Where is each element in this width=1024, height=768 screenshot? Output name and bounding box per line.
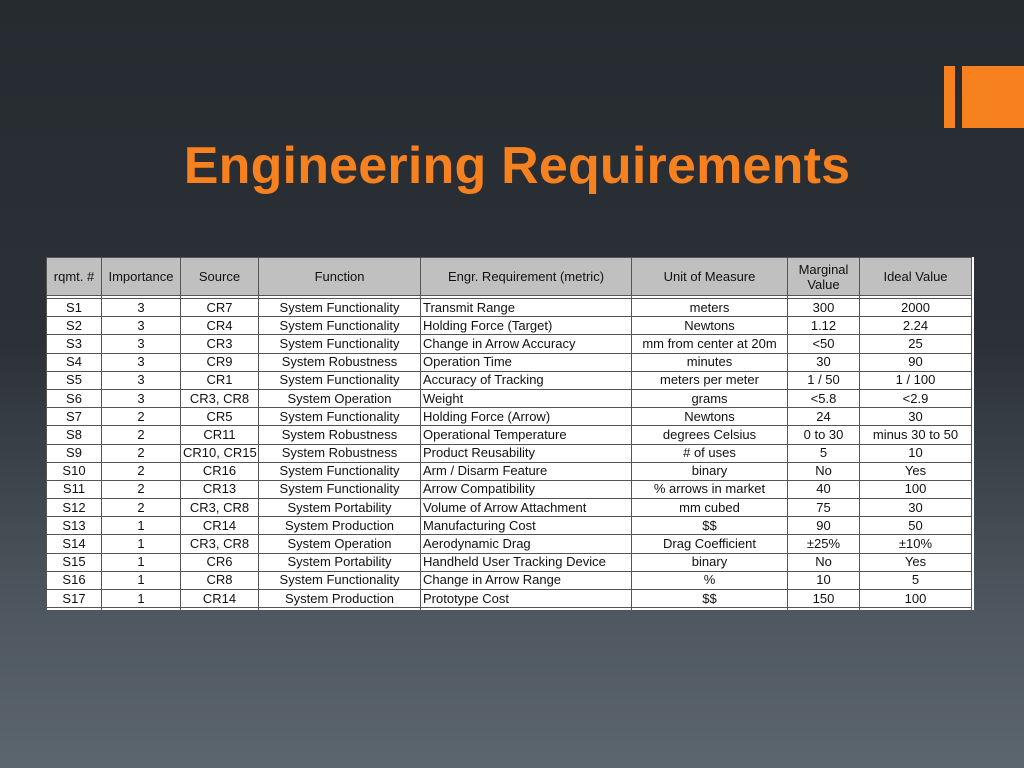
cell-function: System Functionality [259,299,421,317]
cell-marginal: 150 [788,590,860,608]
cell-function: System Portability [259,499,421,517]
cell-ideal: 1 / 100 [860,371,972,389]
cell-marginal: 0 to 30 [788,426,860,444]
cell-rqmt: S9 [47,444,102,462]
table-row [47,535,972,553]
table-row [47,553,972,571]
header-engr-requirement: Engr. Requirement (metric) [421,258,632,296]
cell-rqmt: S6 [47,389,102,407]
cell-importance: 3 [102,335,181,353]
cell-unit: binary [632,462,788,480]
cell-rqmt: S14 [47,535,102,553]
cell-ideal: 30 [860,408,972,426]
cell-source: CR11 [181,426,259,444]
accent-bar-thin [944,66,955,128]
cell-rqmt: S7 [47,408,102,426]
cell-function: System Functionality [259,408,421,426]
cell-importance: 3 [102,353,181,371]
cell-source: CR4 [181,317,259,335]
cell-engr-requirement: Manufacturing Cost [421,517,632,535]
cell-unit: binary [632,553,788,571]
table-row [47,317,972,335]
table-row [47,590,972,608]
header-marginal-value: Marginal Value [788,258,860,296]
cell-rqmt: S13 [47,517,102,535]
cell-unit: Newtons [632,408,788,426]
header-ideal-value: Ideal Value [860,258,972,296]
cell-unit: Newtons [632,317,788,335]
cell-engr-requirement: Operational Temperature [421,426,632,444]
cell-ideal: 50 [860,517,972,535]
table-row [47,389,972,407]
cell-function: System Functionality [259,371,421,389]
cell-importance: 3 [102,299,181,317]
cell-ideal: 25 [860,335,972,353]
cell-source: CR3, CR8 [181,499,259,517]
cell-marginal: 300 [788,299,860,317]
cell-engr-requirement: Holding Force (Arrow) [421,408,632,426]
cell-unit: $$ [632,517,788,535]
cell-unit: mm cubed [632,499,788,517]
cell-rqmt: S15 [47,553,102,571]
cell-importance: 1 [102,571,181,589]
cell-rqmt: S5 [47,371,102,389]
slide-title: Engineering Requirements [183,137,851,195]
cell-function: System Operation [259,535,421,553]
cell-function: System Robustness [259,353,421,371]
cell-function: System Functionality [259,462,421,480]
cell-ideal: 100 [860,480,972,498]
cell-engr-requirement: Aerodynamic Drag [421,535,632,553]
header-source: Source [181,258,259,296]
cell-rqmt: S17 [47,590,102,608]
cell-engr-requirement: Arrow Compatibility [421,480,632,498]
cell-ideal: minus 30 to 50 [860,426,972,444]
table-row [47,480,972,498]
cell-engr-requirement: Change in Arrow Range [421,571,632,589]
cell-unit: # of uses [632,444,788,462]
cell-source: CR14 [181,590,259,608]
cell-marginal: <5.8 [788,389,860,407]
cell-unit: grams [632,389,788,407]
cell-source: CR10, CR15 [181,444,259,462]
cell-source: CR3, CR8 [181,389,259,407]
header-function: Function [259,258,421,296]
accent-bar-thick [962,66,1024,128]
cell-rqmt: S8 [47,426,102,444]
table-row [47,426,972,444]
cell-source: CR6 [181,553,259,571]
cell-engr-requirement: Change in Arrow Accuracy [421,335,632,353]
cell-rqmt: S2 [47,317,102,335]
cell-marginal: 75 [788,499,860,517]
cell-ideal: 100 [860,590,972,608]
cell-marginal: 1.12 [788,317,860,335]
cell-source: CR16 [181,462,259,480]
cell-importance: 1 [102,517,181,535]
cell-ideal: <2.9 [860,389,972,407]
cell-marginal: <50 [788,335,860,353]
cell-unit: degrees Celsius [632,426,788,444]
cell-engr-requirement: Handheld User Tracking Device [421,553,632,571]
cell-rqmt: S10 [47,462,102,480]
cell-unit: meters [632,299,788,317]
cell-ideal: 5 [860,571,972,589]
cell-source: CR9 [181,353,259,371]
table-row [47,408,972,426]
cell-unit: minutes [632,353,788,371]
header-rqmt: rqmt. # [47,258,102,296]
cell-engr-requirement: Prototype Cost [421,590,632,608]
cell-marginal: No [788,553,860,571]
cell-ideal: Yes [860,462,972,480]
cell-ideal: 10 [860,444,972,462]
table-row [47,462,972,480]
cell-importance: 2 [102,480,181,498]
table-end-row [47,608,972,610]
cell-function: System Functionality [259,571,421,589]
table-row [47,517,972,535]
cell-source: CR5 [181,408,259,426]
cell-importance: 3 [102,389,181,407]
cell-source: CR14 [181,517,259,535]
cell-ideal: ±10% [860,535,972,553]
requirements-table-container [46,257,974,610]
cell-function: System Production [259,517,421,535]
cell-rqmt: S16 [47,571,102,589]
cell-engr-requirement: Holding Force (Target) [421,317,632,335]
cell-importance: 2 [102,408,181,426]
cell-marginal: 40 [788,480,860,498]
cell-marginal: 30 [788,353,860,371]
cell-rqmt: S12 [47,499,102,517]
cell-source: CR3 [181,335,259,353]
cell-engr-requirement: Operation Time [421,353,632,371]
cell-importance: 3 [102,317,181,335]
cell-source: CR3, CR8 [181,535,259,553]
cell-importance: 2 [102,426,181,444]
cell-rqmt: S4 [47,353,102,371]
cell-marginal: 1 / 50 [788,371,860,389]
cell-source: CR1 [181,371,259,389]
table-row [47,571,972,589]
cell-function: System Functionality [259,480,421,498]
cell-function: System Robustness [259,444,421,462]
cell-function: System Functionality [259,335,421,353]
cell-marginal: 24 [788,408,860,426]
cell-unit: % [632,571,788,589]
cell-engr-requirement: Weight [421,389,632,407]
cell-importance: 2 [102,444,181,462]
cell-engr-requirement: Product Reusability [421,444,632,462]
cell-marginal: 10 [788,571,860,589]
cell-ideal: Yes [860,553,972,571]
cell-ideal: 30 [860,499,972,517]
cell-importance: 2 [102,499,181,517]
cell-function: System Operation [259,389,421,407]
cell-rqmt: S1 [47,299,102,317]
table-row [47,371,972,389]
cell-source: CR8 [181,571,259,589]
table-row [47,444,972,462]
cell-rqmt: S11 [47,480,102,498]
cell-ideal: 90 [860,353,972,371]
cell-importance: 2 [102,462,181,480]
header-unit-of-measure: Unit of Measure [632,258,788,296]
cell-ideal: 2.24 [860,317,972,335]
header-importance: Importance [102,258,181,296]
table-row [47,353,972,371]
cell-importance: 1 [102,535,181,553]
cell-rqmt: S3 [47,335,102,353]
table-row [47,335,972,353]
cell-unit: $$ [632,590,788,608]
cell-function: System Portability [259,553,421,571]
table-row [47,299,972,317]
cell-engr-requirement: Arm / Disarm Feature [421,462,632,480]
cell-ideal: 2000 [860,299,972,317]
cell-unit: mm from center at 20m [632,335,788,353]
cell-unit: meters per meter [632,371,788,389]
cell-function: System Production [259,590,421,608]
table-row [47,499,972,517]
table-header-row [47,258,972,296]
cell-marginal: 90 [788,517,860,535]
cell-function: System Robustness [259,426,421,444]
cell-engr-requirement: Volume of Arrow Attachment [421,499,632,517]
cell-source: CR7 [181,299,259,317]
cell-marginal: No [788,462,860,480]
cell-marginal: 5 [788,444,860,462]
cell-engr-requirement: Accuracy of Tracking [421,371,632,389]
cell-unit: Drag Coefficient [632,535,788,553]
cell-importance: 1 [102,590,181,608]
cell-importance: 1 [102,553,181,571]
cell-unit: % arrows in market [632,480,788,498]
requirements-table [46,257,972,610]
cell-function: System Functionality [259,317,421,335]
cell-importance: 3 [102,371,181,389]
cell-engr-requirement: Transmit Range [421,299,632,317]
cell-marginal: ±25% [788,535,860,553]
cell-source: CR13 [181,480,259,498]
